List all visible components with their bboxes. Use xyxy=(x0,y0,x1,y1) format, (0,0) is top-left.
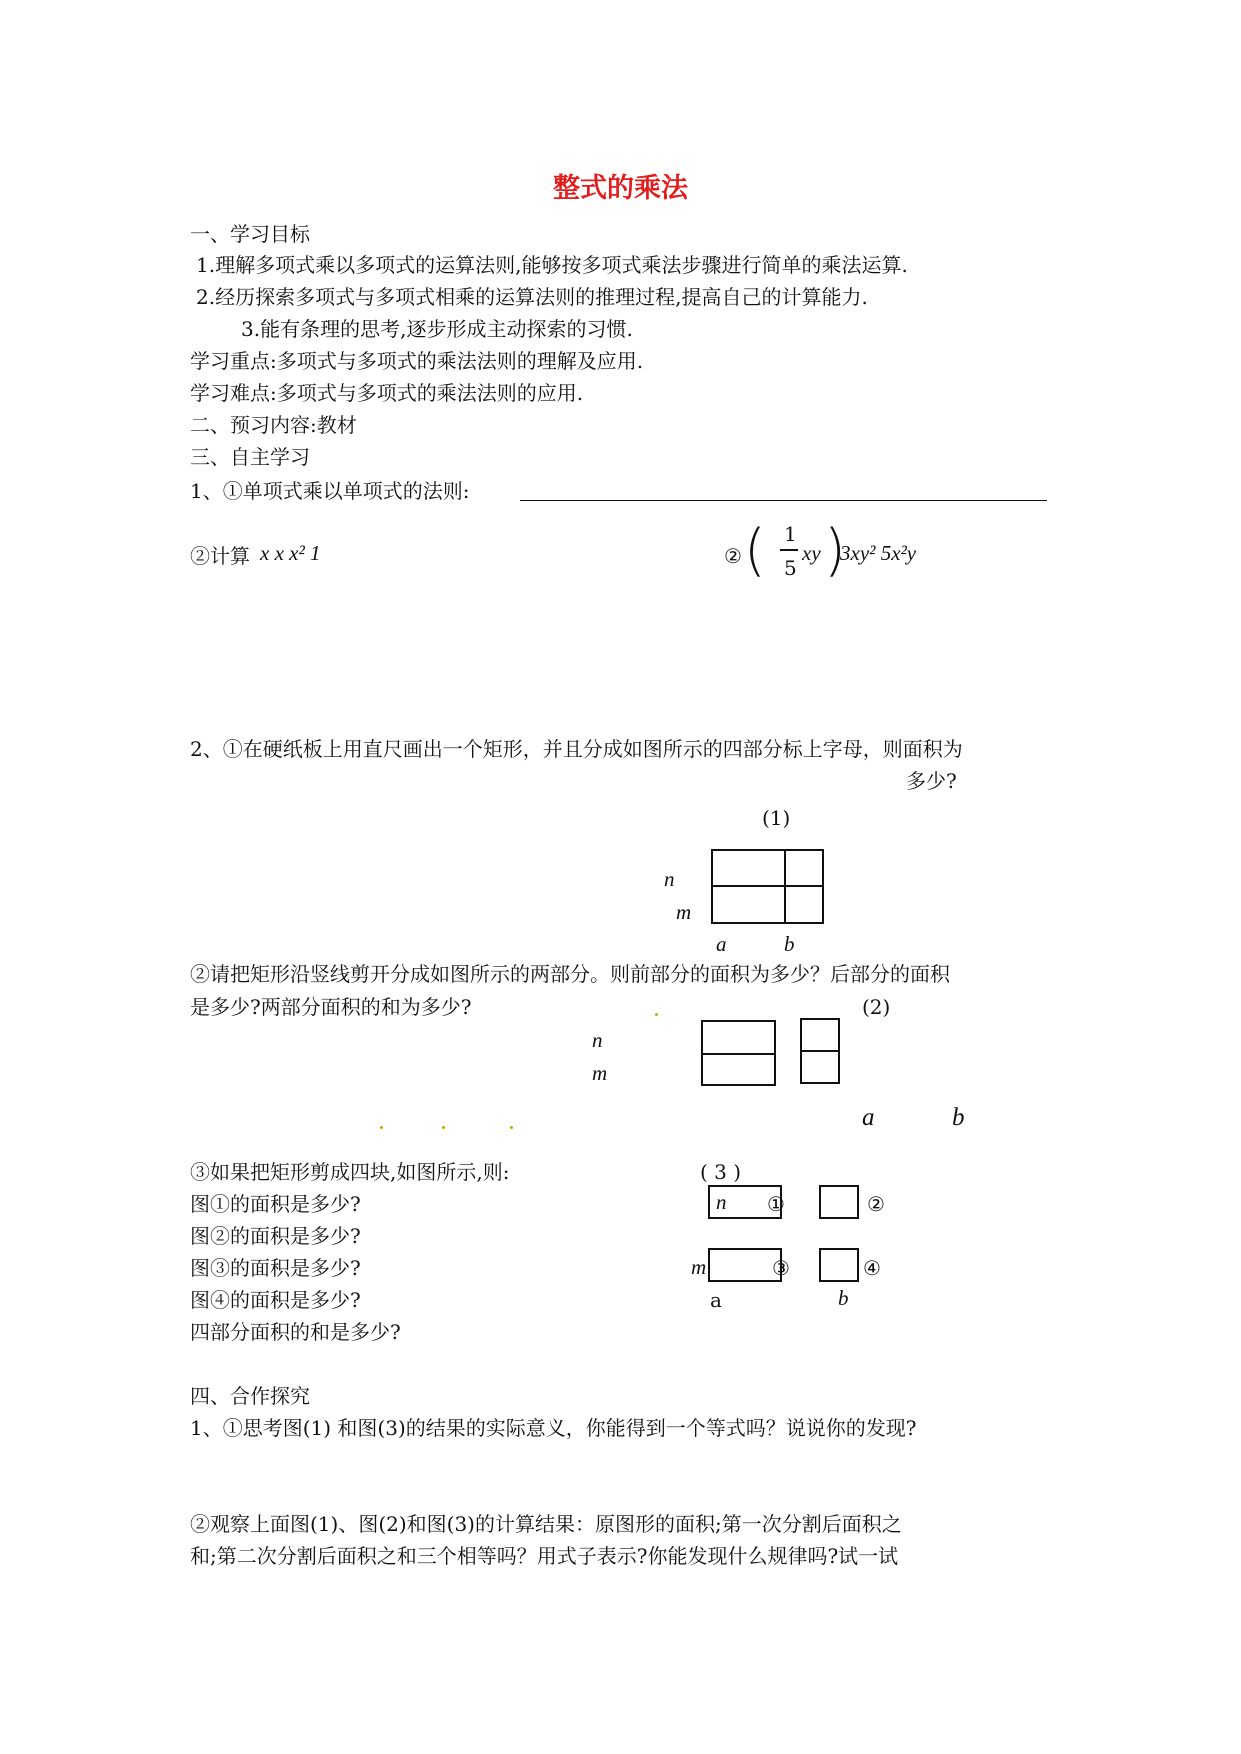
figure-2-label-b: b xyxy=(952,1104,965,1131)
question-2c-d: 图④的面积是多少? xyxy=(190,1288,361,1312)
term-xy: xy xyxy=(802,541,821,565)
figure-3-label-a: a xyxy=(710,1288,722,1312)
figure-3-label-m: m xyxy=(691,1255,707,1279)
figure-3-marker-1: ① xyxy=(767,1192,785,1216)
figure-3-marker-2: ② xyxy=(867,1192,885,1216)
stray-dot xyxy=(380,1126,383,1129)
question-1c-label: ② xyxy=(724,544,742,568)
figure-3-piece-3 xyxy=(708,1248,782,1282)
stray-dot xyxy=(655,1013,658,1016)
section-heading-preview: 二、预习内容:教材 xyxy=(190,413,357,437)
figure-1-label-m: m xyxy=(676,900,692,924)
cooperative-question-2-line-1: ②观察上面图(1)、图(2)和图(3)的计算结果：原图形的面积;第一次分割后面积之 xyxy=(190,1512,902,1536)
question-1b-label: ②计算 xyxy=(190,544,250,568)
figure-2-label-n: n xyxy=(592,1028,603,1052)
figure-1-horizontal-divider xyxy=(711,885,824,887)
goal-2: 2.经历探索多项式与多项式相乘的运算法则的推理过程,提高自己的计算能力. xyxy=(196,285,868,309)
goal-3: 3.能有条理的思考,逐步形成主动探索的习惯. xyxy=(241,317,633,341)
figure-3-piece-4 xyxy=(819,1248,859,1282)
right-parenthesis: ) xyxy=(824,518,846,583)
stray-dot xyxy=(510,1126,513,1129)
section-heading-goals: 一、学习目标 xyxy=(190,222,310,246)
figure-3-label-b: b xyxy=(838,1286,849,1310)
figure-2-label-a: a xyxy=(862,1104,875,1131)
question-2c-sum: 四部分面积的和是多少? xyxy=(190,1320,401,1344)
page-title: 整式的乘法 xyxy=(553,173,688,204)
figure-1-label: (1) xyxy=(762,806,791,830)
figure-3-marker-4: ④ xyxy=(863,1256,881,1280)
question-2b-line-1: ②请把矩形沿竖线剪开分成如图所示的两部分。则前部分的面积为多少？后部分的面积 xyxy=(190,962,950,986)
question-2c-a: 图①的面积是多少? xyxy=(190,1192,361,1216)
question-2c-intro: ③如果把矩形剪成四块,如图所示,则: xyxy=(190,1160,510,1184)
left-parenthesis: ( xyxy=(744,518,766,583)
question-1c-rest: 3xy² 5x²y xyxy=(840,541,917,565)
goal-1: 1.理解多项式乘以多项式的运算法则,能够按多项式乘法步骤进行简单的乘法运算. xyxy=(196,253,908,277)
figure-3-label-n: n xyxy=(716,1190,727,1214)
fraction-numerator: 1 xyxy=(784,522,797,546)
question-1b-expression: x x x² 1 xyxy=(260,541,321,565)
question-2-line-1: 2、①在硬纸板上用直尺画出一个矩形，并且分成如图所示的四部分标上字母，则面积为 xyxy=(190,737,963,761)
question-2c-b: 图②的面积是多少? xyxy=(190,1224,361,1248)
fraction-denominator: 5 xyxy=(784,556,797,580)
figure-1-label-n: n xyxy=(664,867,675,891)
cooperative-question-1: 1、①思考图(1) 和图(3)的结果的实际意义，你能得到一个等式吗？说说你的发现? xyxy=(190,1416,917,1440)
question-2c-c: 图③的面积是多少? xyxy=(190,1256,361,1280)
section-heading-self-study: 三、自主学习 xyxy=(190,445,310,469)
question-2b-line-2: 是多少?两部分面积的和为多少? xyxy=(190,995,472,1019)
figure-3-marker-3: ③ xyxy=(772,1256,790,1280)
figure-1-label-a: a xyxy=(716,932,727,956)
cooperative-question-2-line-2: 和;第二次分割后面积之和三个相等吗？用式子表示?你能发现什么规律吗?试一试 xyxy=(190,1544,899,1568)
difficulty-point: 学习难点:多项式与多项式的乘法法则的应用. xyxy=(190,381,584,405)
section-heading-cooperative: 四、合作探究 xyxy=(190,1384,310,1408)
figure-2-label-m: m xyxy=(592,1061,608,1085)
key-point: 学习重点:多项式与多项式的乘法法则的理解及应用. xyxy=(190,349,644,373)
question-1: 1、①单项式乘以单项式的法则: xyxy=(190,479,470,503)
answer-blank-line[interactable] xyxy=(520,500,1047,501)
figure-2-right-divider xyxy=(800,1050,840,1052)
figure-3-label: ( 3 ) xyxy=(700,1160,742,1184)
figure-2-left-divider xyxy=(701,1053,776,1055)
figure-1-label-b: b xyxy=(784,932,795,956)
question-2-line-2: 多少? xyxy=(906,769,957,793)
stray-dot xyxy=(442,1126,445,1129)
figure-3-piece-2 xyxy=(819,1185,859,1219)
fraction-bar xyxy=(780,549,798,551)
figure-2-label: (2) xyxy=(862,995,891,1019)
